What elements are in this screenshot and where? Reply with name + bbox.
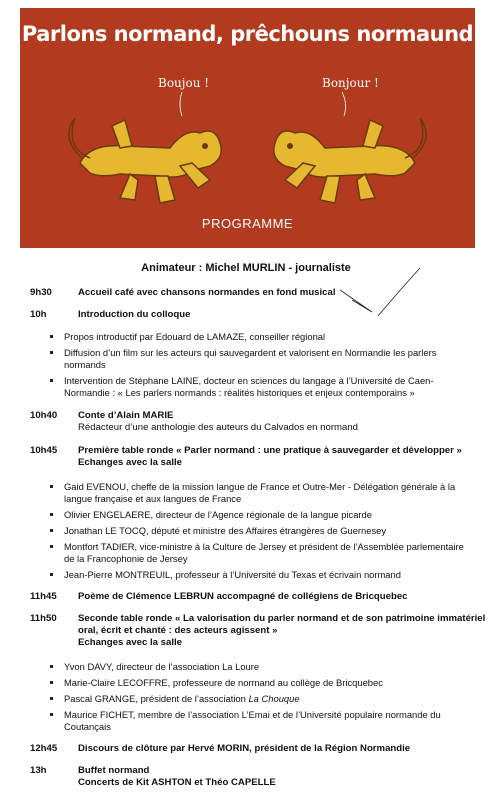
list-item: Diffusion d’un film sur les acteurs qui sauvegardent et valorisent en Normandie les parlers normands <box>64 347 474 371</box>
item-subtitle: Echanges avec la salle <box>78 457 182 468</box>
item-title: Introduction du colloque <box>78 309 191 320</box>
speech-bubble-right: Bonjour ! <box>322 76 379 90</box>
item-title: Discours de clôture par Hervé MORIN, président de la Région Normandie <box>78 743 411 754</box>
item-title: Seconde table ronde « La valorisation du parler normand et de son patrimoine immatériel oral, écrit et chanté : des acteurs agissent » <box>78 613 486 636</box>
grange-text: Pascal GRANGE, président de l’association <box>64 693 249 704</box>
list-item: Maurice FICHET, membre de l’association L’Emai et de l’Université populaire normande du Coutançais <box>64 709 474 733</box>
list-item: Montfort TADIER, vice-ministre à la Culture de Jersey et président de l’Assemblée parlementaire de la Francophonie de Jersey <box>64 541 474 565</box>
left-lion-icon <box>69 118 221 203</box>
time-label: 12h45 <box>30 743 58 754</box>
speech-bubble-left: Boujou ! <box>158 76 210 90</box>
grange-association: La Chouque <box>248 693 300 704</box>
right-lion-icon <box>274 118 426 203</box>
item-title: Conte d’Alain MARIE <box>78 410 174 421</box>
item-subtitle: Rédacteur d’une anthologie des auteurs du Calvados en normand <box>78 422 359 433</box>
header-banner <box>20 8 475 248</box>
list-item: Gaid EVENOU, cheffe de la mission langue de France et Outre-Mer - Délégation générale à la langue française et aux langues de France <box>64 481 474 505</box>
list-item: Propos introductif par Edouard de LAMAZE, conseiller régional <box>64 331 474 343</box>
time-label: 9h30 <box>30 287 52 298</box>
item-title: Poème de Clémence LEBRUN accompagné de collégiens de Bricquebec <box>78 591 408 602</box>
lions-illustration <box>20 8 475 248</box>
list-item: Olivier ENGELAERE, directeur de l’Agence régionale de la langue picarde <box>64 509 474 521</box>
item-title: Première table ronde « Parler normand : une pratique à sauvegarder et développer » <box>78 445 462 456</box>
time-label: 10h40 <box>30 410 58 421</box>
animateur-line: Animateur : Michel MURLIN - journaliste <box>141 262 351 274</box>
programme-label: PROGRAMME <box>201 216 294 231</box>
time-label: 11h50 <box>30 613 57 624</box>
time-label: 10h45 <box>30 445 58 456</box>
list-item: Intervention de Stéphane LAINE, docteur en sciences du langage à l’Université de Caen-Normandie : « Les parlers normands : réalités historiques et enjeux contemporains » <box>64 375 474 399</box>
time-label: 11h45 <box>30 591 57 602</box>
time-label: 13h <box>30 765 47 776</box>
item-subtitle: Echanges avec la salle <box>78 637 182 648</box>
list-item <box>64 693 474 705</box>
list-item: Jonathan LE TOCQ, député et ministre des Affaires étrangères de Guernesey <box>64 525 474 537</box>
list-item: Yvon DAVY, directeur de l’association La Loure <box>64 661 474 673</box>
item-subtitle: Concerts de Kit ASHTON et Théo CAPELLE <box>78 777 276 788</box>
item-title: Accueil café avec chansons normandes en fond musical <box>78 287 336 298</box>
item-title: Buffet normand <box>78 765 150 776</box>
list-item: Marie-Claire LECOFFRE, professeure de normand au collège de Bricquebec <box>64 677 474 689</box>
time-label: 10h <box>30 309 47 320</box>
banner-title: Parlons normand, prêchouns normaund <box>21 22 474 46</box>
list-item: Jean-Pierre MONTREUIL, professeur à l’Université du Texas et écrivain normand <box>64 569 474 581</box>
